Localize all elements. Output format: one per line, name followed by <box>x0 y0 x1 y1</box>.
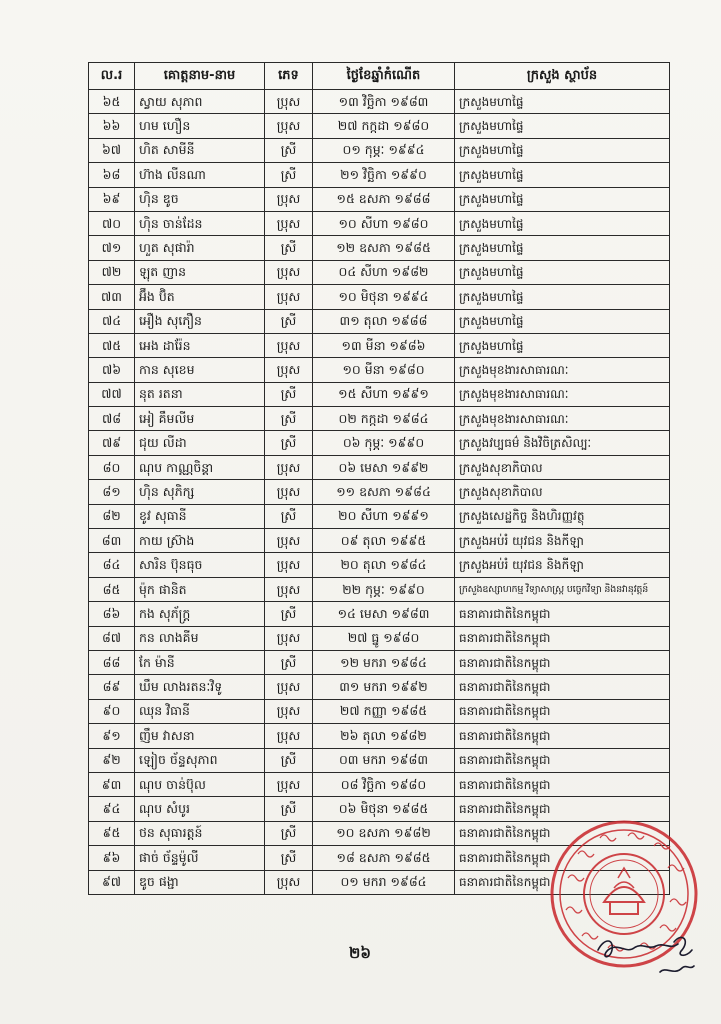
table-row <box>89 480 670 504</box>
person-name: ញឹម វាសនា <box>135 724 265 748</box>
person-sex: ស្រី <box>265 748 313 772</box>
table-row <box>89 724 670 748</box>
person-institution: ក្រសួងមហាផ្ទៃ <box>455 114 670 138</box>
person-name: ណុប សំបូរ <box>135 797 265 821</box>
person-institution: ក្រសួងអប់រំ យុវជន និងកីឡា <box>455 529 670 553</box>
row-number: ៧០ <box>89 211 135 235</box>
person-name: ខូវ សុធានី <box>135 504 265 528</box>
person-dob: ២២ កុម្ភៈ ១៩៩០ <box>313 577 455 601</box>
table-row <box>89 626 670 650</box>
person-dob: ១៥ សីហា ១៩៩១ <box>313 382 455 406</box>
person-sex: ស្រី <box>265 407 313 431</box>
table-row <box>89 553 670 577</box>
table-row <box>89 333 670 357</box>
table-row <box>89 187 670 211</box>
header-institution: ក្រសួង ស្ថាប័ន <box>455 63 670 90</box>
person-name: ឡៀច ច័ន្ទសុភាព <box>135 748 265 772</box>
table-body <box>89 90 670 895</box>
row-number: ៦៦ <box>89 114 135 138</box>
row-number: ៦៩ <box>89 187 135 211</box>
person-name: ស្វាយ សុភាព <box>135 90 265 114</box>
person-name: កង សុភ័ក្ត្រ <box>135 602 265 626</box>
person-dob: ១៤ មេសា ១៩៨៣ <box>313 602 455 626</box>
person-institution: ក្រសួងមហាផ្ទៃ <box>455 187 670 211</box>
person-name: កន លាងគីម <box>135 626 265 650</box>
header-name: គោត្តនាម-នាម <box>135 63 265 90</box>
table-row <box>89 285 670 309</box>
person-sex: ស្រី <box>265 504 313 528</box>
table-row <box>89 602 670 626</box>
row-number: ៧៤ <box>89 309 135 333</box>
person-dob: ១០ សីហា ១៩៨០ <box>313 211 455 235</box>
person-institution: ក្រសួងមុខងារសាធារណៈ <box>455 382 670 406</box>
person-name: ហម ហឿន <box>135 114 265 138</box>
person-sex: ប្រុស <box>265 675 313 699</box>
person-sex: ស្រី <box>265 138 313 162</box>
row-number: ៦៧ <box>89 138 135 162</box>
person-institution: ធនាគារជាតិនៃកម្ពុជា <box>455 870 670 894</box>
row-number: ៧៥ <box>89 333 135 357</box>
person-institution: ក្រសួងសុខាភិបាល <box>455 455 670 479</box>
person-institution: ធនាគារជាតិនៃកម្ពុជា <box>455 626 670 650</box>
header-sex: ភេទ <box>265 63 313 90</box>
person-dob: ២៧ កញ្ញា ១៩៨៥ <box>313 699 455 723</box>
person-sex: ប្រុស <box>265 577 313 601</box>
header-no: ល.រ <box>89 63 135 90</box>
person-dob: ០៣ មករា ១៩៨៣ <box>313 748 455 772</box>
row-number: ៨៧ <box>89 626 135 650</box>
person-name: ឡុត ញាន <box>135 260 265 284</box>
row-number: ៨០ <box>89 455 135 479</box>
person-name: អៀ គឹមលីម <box>135 407 265 431</box>
table-row <box>89 504 670 528</box>
person-dob: ០៦ មេសា ១៩៩២ <box>313 455 455 479</box>
row-number: ៨៣ <box>89 529 135 553</box>
table-row <box>89 577 670 601</box>
row-number: ៨៦ <box>89 602 135 626</box>
person-sex: ស្រី <box>265 846 313 870</box>
person-dob: ២១ វិច្ឆិកា ១៩៩០ <box>313 163 455 187</box>
table-row <box>89 407 670 431</box>
person-institution: ក្រសួងមហាផ្ទៃ <box>455 163 670 187</box>
row-number: ៦៨ <box>89 163 135 187</box>
page-number: ២៦ <box>349 944 371 962</box>
person-sex: ប្រុស <box>265 187 313 211</box>
row-number: ៩៤ <box>89 797 135 821</box>
row-number: ៩២ <box>89 748 135 772</box>
personnel-table <box>88 62 670 895</box>
person-sex: ស្រី <box>265 309 313 333</box>
person-name: សារិន ប៊ុនធុច <box>135 553 265 577</box>
row-number: ៨២ <box>89 504 135 528</box>
person-dob: ២៧ កក្កដា ១៩៨០ <box>313 114 455 138</box>
person-institution: ធនាគារជាតិនៃកម្ពុជា <box>455 650 670 674</box>
table-row <box>89 675 670 699</box>
person-dob: ២០ សីហា ១៩៩១ <box>313 504 455 528</box>
person-dob: ០៩ តុលា ១៩៩៥ <box>313 529 455 553</box>
person-name: នុត រតនា <box>135 382 265 406</box>
row-number: ៧៩ <box>89 431 135 455</box>
person-name: ហ៊ិន សុភិក្ស <box>135 480 265 504</box>
person-sex: ប្រុស <box>265 772 313 796</box>
table-row <box>89 358 670 382</box>
person-dob: ៣១ មករា ១៩៩២ <box>313 675 455 699</box>
person-institution: ក្រសួងមហាផ្ទៃ <box>455 138 670 162</box>
row-number: ៩៦ <box>89 846 135 870</box>
person-institution: ធនាគារជាតិនៃកម្ពុជា <box>455 602 670 626</box>
person-institution: ក្រសួងមហាផ្ទៃ <box>455 260 670 284</box>
person-sex: ប្រុស <box>265 285 313 309</box>
person-dob: ១៨ ឧសភា ១៩៨៥ <box>313 846 455 870</box>
person-institution: ធនាគារជាតិនៃកម្ពុជា <box>455 748 670 772</box>
person-dob: ១០ ឧសភា ១៩៨២ <box>313 821 455 845</box>
row-number: ៧២ <box>89 260 135 284</box>
person-name: ថន សុធារត្តន៍ <box>135 821 265 845</box>
person-name: ហ៊ិន ឌូច <box>135 187 265 211</box>
table-row <box>89 90 670 114</box>
person-sex: ប្រុស <box>265 529 313 553</box>
person-name: ផាច់ ច័ន្ទម៉ូលី <box>135 846 265 870</box>
person-institution: ធនាគារជាតិនៃកម្ពុជា <box>455 797 670 821</box>
person-sex: ស្រី <box>265 650 313 674</box>
table-row <box>89 163 670 187</box>
table-row <box>89 699 670 723</box>
person-dob: ២៧ ធ្នូ ១៩៨០ <box>313 626 455 650</box>
table-row <box>89 114 670 138</box>
person-dob: ១១ ឧសភា ១៩៨៤ <box>313 480 455 504</box>
person-name: អេង ដារ៉ែន <box>135 333 265 357</box>
table-row <box>89 650 670 674</box>
row-number: ៨៨ <box>89 650 135 674</box>
person-sex: ស្រី <box>265 382 313 406</box>
person-dob: ១៣ មីនា ១៩៨៦ <box>313 333 455 357</box>
person-sex: ប្រុស <box>265 211 313 235</box>
row-number: ៩៧ <box>89 870 135 894</box>
person-name: ឈុន វិធានី <box>135 699 265 723</box>
person-name: ម៉ុក ផានិត <box>135 577 265 601</box>
person-name: ឌូច ផង្ជា <box>135 870 265 894</box>
person-dob: ១០ មីនា ១៩៨០ <box>313 358 455 382</box>
row-number: ៨៥ <box>89 577 135 601</box>
person-sex: ប្រុស <box>265 480 313 504</box>
person-sex: ស្រី <box>265 163 313 187</box>
row-number: ៧៦ <box>89 358 135 382</box>
person-institution: ក្រសួងវប្បធម៌ និងវិចិត្រសិល្បៈ <box>455 431 670 455</box>
row-number: ៩០ <box>89 699 135 723</box>
person-dob: ១២ ឧសភា ១៩៨៥ <box>313 236 455 260</box>
person-dob: ១០ មិថុនា ១៩៩៤ <box>313 285 455 309</box>
table-row <box>89 138 670 162</box>
person-institution: ក្រសួងសេដ្ឋកិច្ច និងហិរញ្ញវត្ថុ <box>455 504 670 528</box>
row-number: ៧៧ <box>89 382 135 406</box>
person-institution: ក្រសួងមហាផ្ទៃ <box>455 333 670 357</box>
person-institution: ក្រសួងមុខងារសាធារណៈ <box>455 358 670 382</box>
person-sex: ប្រុស <box>265 333 313 357</box>
row-number: ៩៣ <box>89 772 135 796</box>
person-sex: ស្រី <box>265 431 313 455</box>
row-number: ៦៥ <box>89 90 135 114</box>
person-institution: ក្រសួងមហាផ្ទៃ <box>455 309 670 333</box>
person-name: ឃឹម លាងរតនៈវិទូ <box>135 675 265 699</box>
row-number: ៩១ <box>89 724 135 748</box>
person-name: ហិត សាមីនី <box>135 138 265 162</box>
person-institution: ក្រសួងមហាផ្ទៃ <box>455 90 670 114</box>
row-number: ៧១ <box>89 236 135 260</box>
table-row <box>89 309 670 333</box>
person-name: ណុប កាណ្ណចិន្តា <box>135 455 265 479</box>
person-institution: ក្រសួងឧស្សាហកម្ម វិទ្យាសាស្ត្រ បច្ចេកវិទ្យា និងនវានុវត្តន៍ <box>455 577 670 601</box>
person-dob: ៣១ តុលា ១៩៨៨ <box>313 309 455 333</box>
person-dob: ១៥ ឧសភា ១៩៨៨ <box>313 187 455 211</box>
person-sex: ប្រុស <box>265 90 313 114</box>
row-number: ៧៣ <box>89 285 135 309</box>
person-sex: ស្រី <box>265 602 313 626</box>
person-name: អ៊ឹង ប៊ិត <box>135 285 265 309</box>
person-dob: ០៦ មិថុនា ១៩៨៥ <box>313 797 455 821</box>
person-sex: ប្រុស <box>265 114 313 138</box>
table-header-row <box>89 63 670 90</box>
person-dob: ១២ មករា ១៩៨៤ <box>313 650 455 674</box>
person-name: ជុយ លីដា <box>135 431 265 455</box>
person-sex: ប្រុស <box>265 870 313 894</box>
row-number: ៧៨ <box>89 407 135 431</box>
person-institution: ធនាគារជាតិនៃកម្ពុជា <box>455 699 670 723</box>
person-institution: ក្រសួងមហាផ្ទៃ <box>455 211 670 235</box>
person-institution: ក្រសួងអប់រំ យុវជន និងកីឡា <box>455 553 670 577</box>
row-number: ៨៤ <box>89 553 135 577</box>
person-dob: ២៦ តុលា ១៩៨២ <box>313 724 455 748</box>
row-number: ៩៥ <box>89 821 135 845</box>
table-row <box>89 529 670 553</box>
table-row <box>89 211 670 235</box>
table-row <box>89 748 670 772</box>
person-institution: ក្រសួងមហាផ្ទៃ <box>455 236 670 260</box>
person-dob: ០២ កក្កដា ១៩៨៤ <box>313 407 455 431</box>
person-institution: ក្រសួងសុខាភិបាល <box>455 480 670 504</box>
person-dob: ០៤ សីហា ១៩៨២ <box>313 260 455 284</box>
row-number: ៨១ <box>89 480 135 504</box>
person-dob: ២០ តុលា ១៩៨៤ <box>313 553 455 577</box>
person-institution: ធនាគារជាតិនៃកម្ពុជា <box>455 724 670 748</box>
person-sex: ប្រុស <box>265 455 313 479</box>
person-dob: ០៦ កុម្ភៈ ១៩៩០ <box>313 431 455 455</box>
person-sex: ស្រី <box>265 236 313 260</box>
person-institution: ក្រសួងមុខងារសាធារណៈ <box>455 407 670 431</box>
person-sex: ស្រី <box>265 821 313 845</box>
signature-icon <box>590 920 700 990</box>
row-number: ៨៩ <box>89 675 135 699</box>
person-name: ណុប ចាន់ប៊ុល <box>135 772 265 796</box>
person-sex: ប្រុស <box>265 553 313 577</box>
table-row <box>89 260 670 284</box>
header-dob: ថ្ងៃខែឆ្នាំកំណើត <box>313 63 455 90</box>
person-name: កាយ ស្រ៊ាង <box>135 529 265 553</box>
person-sex: ប្រុស <box>265 699 313 723</box>
person-sex: ប្រុស <box>265 358 313 382</box>
person-institution: ក្រសួងមហាផ្ទៃ <box>455 285 670 309</box>
person-institution: ធនាគារជាតិនៃកម្ពុជា <box>455 772 670 796</box>
person-dob: ០១ មករា ១៩៨៤ <box>313 870 455 894</box>
person-institution: ធនាគារជាតិនៃកម្ពុជា <box>455 821 670 845</box>
table-row <box>89 431 670 455</box>
person-name: កែ ម៉ានី <box>135 650 265 674</box>
person-name: កាន សុខេម <box>135 358 265 382</box>
table-row <box>89 236 670 260</box>
person-sex: ប្រុស <box>265 724 313 748</box>
person-dob: ១៣ វិច្ឆិកា ១៩៨៣ <box>313 90 455 114</box>
table-row <box>89 455 670 479</box>
person-sex: ប្រុស <box>265 260 313 284</box>
person-sex: ប្រុស <box>265 626 313 650</box>
person-name: ហ៊ិន ចាន់ដែន <box>135 211 265 235</box>
person-dob: ០១ កុម្ភៈ ១៩៩៤ <box>313 138 455 162</box>
table-row <box>89 382 670 406</box>
person-institution: ធនាគារជាតិនៃកម្ពុជា <box>455 675 670 699</box>
person-dob: ០៨ វិច្ឆិកា ១៩៨០ <box>313 772 455 796</box>
person-name: ហ៊ាង លីនណា <box>135 163 265 187</box>
person-name: អឿង សុភឿន <box>135 309 265 333</box>
person-institution: ធនាគារជាតិនៃកម្ពុជា <box>455 846 670 870</box>
person-name: ហួត សុផារ៉ា <box>135 236 265 260</box>
table-row <box>89 772 670 796</box>
person-sex: ស្រី <box>265 797 313 821</box>
